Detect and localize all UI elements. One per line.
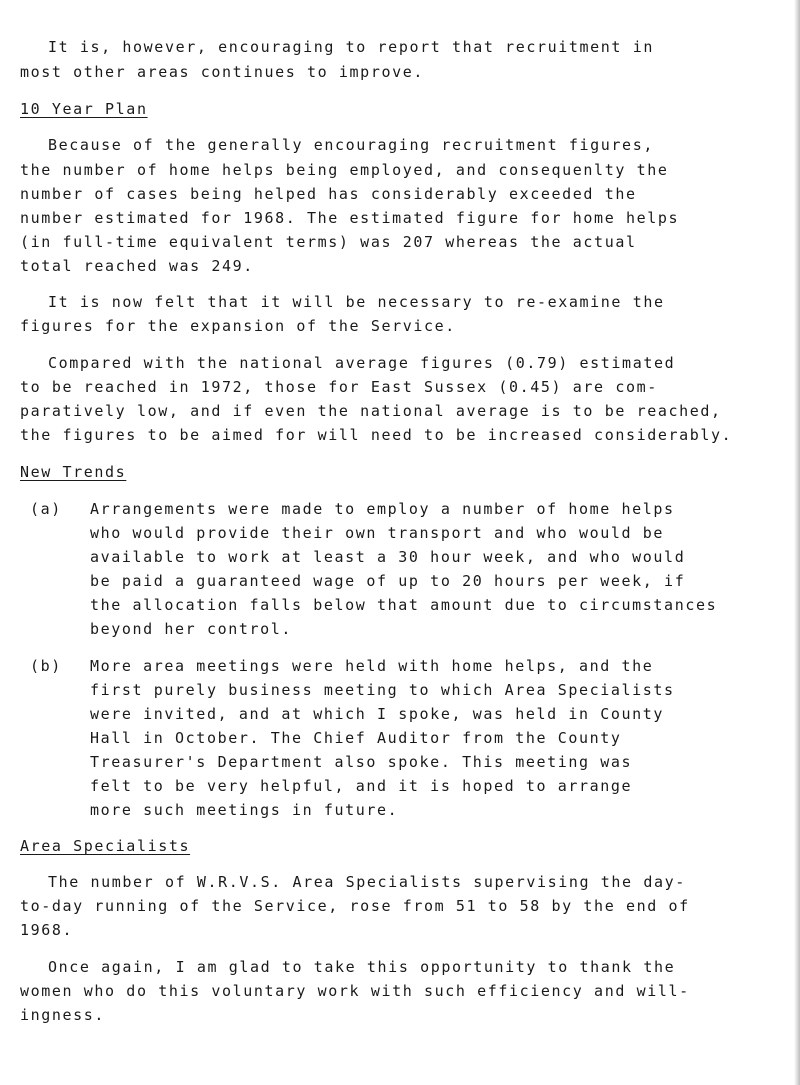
trend-a-line-6: beyond her control. bbox=[90, 620, 292, 638]
trend-a-line-3: available to work at least a 30 hour week, and who would bbox=[90, 548, 686, 566]
plan-para1-line-4: number estimated for 1968. The estimated figure for home helps bbox=[20, 209, 680, 227]
trend-b-line-7: more such meetings in future. bbox=[90, 801, 399, 819]
trend-b-line-1: More area meetings were held with home helps, and the bbox=[90, 657, 654, 675]
trend-b-line-3: were invited, and at which I spoke, was held in County bbox=[90, 705, 665, 723]
trend-b-line-2: first purely business meeting to which Area Specialists bbox=[90, 681, 675, 699]
intro-line-1: It is, however, encouraging to report that recruitment in bbox=[48, 38, 654, 56]
specialists-para2-line-1: Once again, I am glad to take this opportunity to thank the bbox=[48, 958, 676, 976]
specialists-para1-line-1: The number of W.R.V.S. Area Specialists supervising the day- bbox=[48, 873, 686, 891]
plan-para1-line-6: total reached was 249. bbox=[20, 257, 254, 275]
plan-para2-line-2: figures for the expansion of the Service. bbox=[20, 317, 456, 335]
trend-b-line-4: Hall in October. The Chief Auditor from the County bbox=[90, 729, 622, 747]
trend-b-line-5: Treasurer's Department also spoke. This meeting was bbox=[90, 753, 633, 771]
heading-new-trends: New Trends bbox=[20, 463, 127, 481]
plan-para1-line-5: (in full-time equivalent terms) was 207 whereas the actual bbox=[20, 233, 637, 251]
specialists-para2-line-2: women who do this voluntary work with such efficiency and will- bbox=[20, 982, 690, 1000]
heading-10-year-plan: 10 Year Plan bbox=[20, 100, 148, 118]
trend-a-marker: (a) bbox=[30, 500, 62, 518]
plan-para2-line-1: It is now felt that it will be necessary to re-examine the bbox=[48, 293, 665, 311]
trend-b-marker: (b) bbox=[30, 657, 62, 675]
page-edge-shadow bbox=[794, 0, 800, 1085]
plan-para3-line-4: the figures to be aimed for will need to be increased considerably. bbox=[20, 426, 733, 444]
specialists-para1-line-2: to-day running of the Service, rose from 51 to 58 by the end of bbox=[20, 897, 690, 915]
intro-line-2: most other areas continues to improve. bbox=[20, 63, 424, 81]
trend-a-line-4: be paid a guaranteed wage of up to 20 hours per week, if bbox=[90, 572, 686, 590]
plan-para1-line-2: the number of home helps being employed, and consequenlty the bbox=[20, 161, 669, 179]
plan-para1-line-1: Because of the generally encouraging recruitment figures, bbox=[48, 136, 654, 154]
trend-a-line-5: the allocation falls below that amount due to circumstances bbox=[90, 596, 718, 614]
heading-area-specialists: Area Specialists bbox=[20, 837, 191, 855]
trend-b-line-6: felt to be very helpful, and it is hoped to arrange bbox=[90, 777, 633, 795]
plan-para3-line-1: Compared with the national average figures (0.79) estimated bbox=[48, 354, 676, 372]
specialists-para2-line-3: ingness. bbox=[20, 1006, 106, 1024]
plan-para1-line-3: number of cases being helped has considerably exceeded the bbox=[20, 185, 637, 203]
specialists-para1-line-3: 1968. bbox=[20, 921, 74, 939]
trend-a-line-2: who would provide their own transport and who would be bbox=[90, 524, 665, 542]
plan-para3-line-3: paratively low, and if even the national average is to be reached, bbox=[20, 402, 722, 420]
plan-para3-line-2: to be reached in 1972, those for East Sussex (0.45) are com- bbox=[20, 378, 658, 396]
trend-a-line-1: Arrangements were made to employ a number of home helps bbox=[90, 500, 675, 518]
